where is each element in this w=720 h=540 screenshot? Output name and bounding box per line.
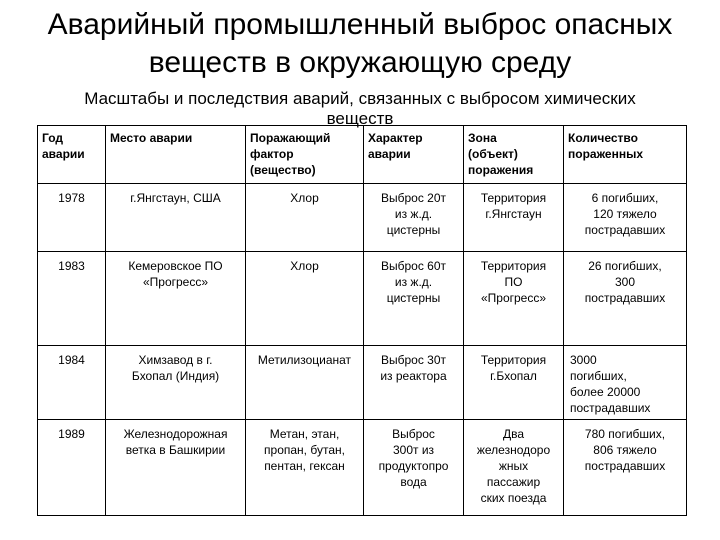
cell-zone: Два железнодоро жных пассажир ских поезда — [464, 420, 564, 516]
table-row — [38, 346, 687, 420]
cell-place: Кемеровское ПО «Прогресс» — [106, 252, 246, 346]
cell-zone: Территория г.Бхопал — [464, 346, 564, 420]
cell-nature: Выброс 60т из ж.д. цистерны — [364, 252, 464, 346]
cell-place: Химзавод в г. Бхопал (Индия) — [106, 346, 246, 420]
cell-factor: Хлор — [246, 252, 364, 346]
cell-zone: Территория ПО «Прогресс» — [464, 252, 564, 346]
header-zone: Зона (объект) поражения — [464, 126, 564, 184]
table-row — [38, 184, 687, 252]
cell-casualties: 780 погибших, 806 тяжело пострадавших — [564, 420, 687, 516]
cell-year: 1989 — [38, 420, 106, 516]
cell-year: 1984 — [38, 346, 106, 420]
table-row — [38, 252, 687, 346]
cell-factor: Хлор — [246, 184, 364, 252]
cell-nature: Выброс 20т из ж.д. цистерны — [364, 184, 464, 252]
cell-place: г.Янгстаун, США — [106, 184, 246, 252]
cell-factor: Метилизоцианат — [246, 346, 364, 420]
header-nature: Характер аварии — [364, 126, 464, 184]
header-casualties: Количество пораженных — [564, 126, 687, 184]
cell-year: 1983 — [38, 252, 106, 346]
cell-casualties: 6 погибших, 120 тяжело пострадавших — [564, 184, 687, 252]
cell-place: Железнодорожная ветка в Башкирии — [106, 420, 246, 516]
cell-factor: Метан, этан, пропан, бутан, пентан, гексан — [246, 420, 364, 516]
cell-zone: Территория г.Янгстаун — [464, 184, 564, 252]
header-year: Год аварии — [38, 126, 106, 184]
cell-casualties: 26 погибших, 300 пострадавших — [564, 252, 687, 346]
accidents-table — [37, 125, 687, 516]
header-factor: Поражающий фактор (вещество) — [246, 126, 364, 184]
page-title: Аварийный промышленный выброс опасных веществ в окружающую среду — [47, 8, 673, 79]
table-row — [38, 420, 687, 516]
page-subtitle: Масштабы и последствия аварий, связанных с выбросом химических веществ — [84, 89, 636, 128]
table-header-row — [38, 126, 687, 184]
cell-year: 1978 — [38, 184, 106, 252]
header-place: Место аварии — [106, 126, 246, 184]
cell-nature: Выброс 300т из продуктопро вода — [364, 420, 464, 516]
cell-nature: Выброс 30т из реактора — [364, 346, 464, 420]
cell-casualties: 3000 погибших, более 20000 пострадавших — [564, 346, 687, 420]
